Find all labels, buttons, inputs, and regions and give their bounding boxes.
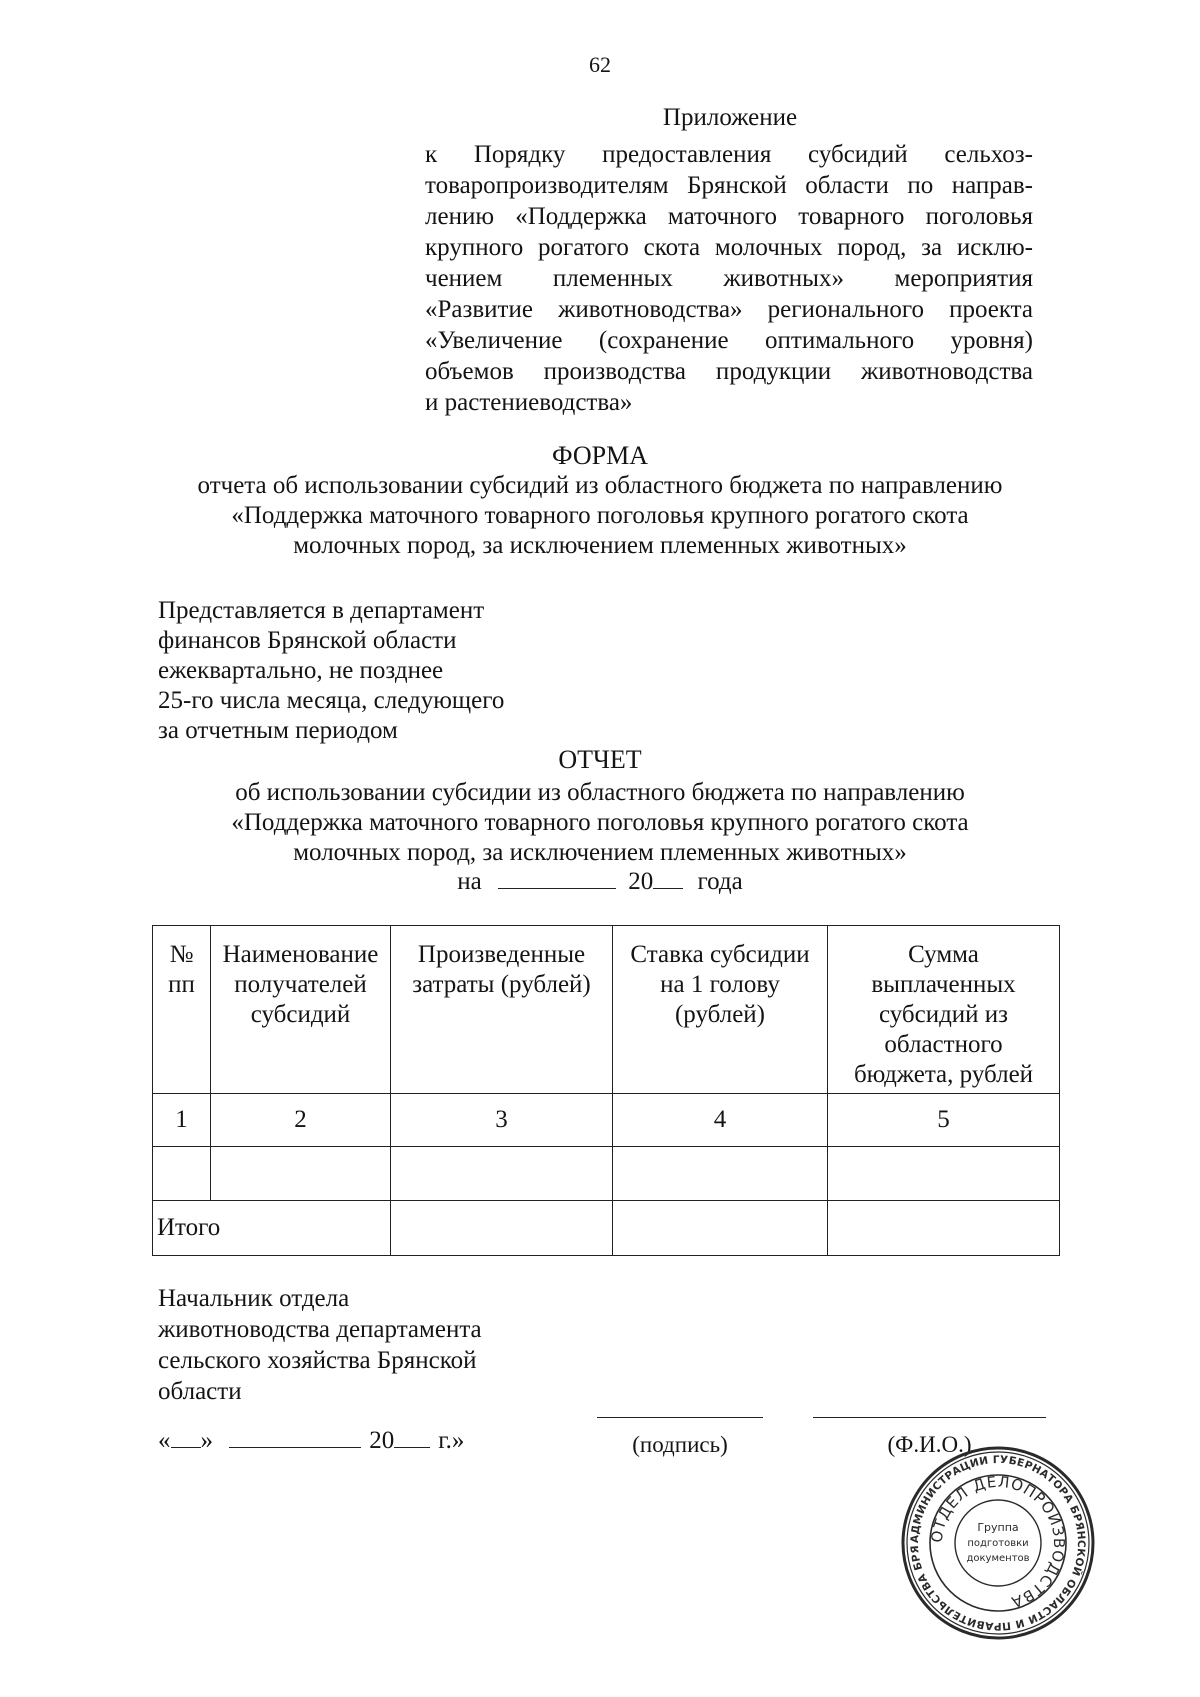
report-heading: ОТЧЕТ [558, 745, 642, 774]
report-description-line: «Поддержка маточного товарного поголовья крупного рогатого скота [231, 809, 969, 836]
column-number-cell: 4 [613, 1094, 828, 1147]
signatory-position [158, 1283, 678, 1407]
stamp-center-line: подготовки [967, 1538, 1029, 1549]
submission-note [158, 596, 678, 746]
empty-cell[interactable] [613, 1147, 828, 1201]
appendix-line: объемов производства продукции животноводства [425, 358, 1033, 385]
column-number-row [153, 1094, 1060, 1147]
date-suffix: года [697, 868, 743, 895]
empty-cell[interactable] [153, 1147, 211, 1201]
date-close-quote: » [200, 1427, 213, 1454]
date-open-quote: « [158, 1427, 171, 1454]
column-number-cell: 2 [211, 1094, 391, 1147]
signature-caption: (подпись) [632, 1432, 728, 1457]
stamp-inner-text: ОТДЕЛ ДЕЛОПРОИЗВОДСТВА [927, 1472, 1069, 1612]
empty-cell[interactable] [391, 1147, 613, 1201]
table-header-row [153, 926, 1060, 1094]
submission-note-line: Представляется в департамент [158, 597, 485, 624]
total-label: Итого [153, 1201, 391, 1256]
signatory-line: животноводства департамента [158, 1316, 482, 1343]
header-cell-recipient: Наименование получателей субсидий [211, 926, 391, 1094]
form-description-line: «Поддержка маточного товарного поголовья крупного рогатого скота [231, 502, 969, 529]
stamp-center-line: Группа [977, 1521, 1019, 1534]
table-row [153, 1147, 1060, 1201]
signatory-line: сельского хозяйства Брянской [158, 1347, 477, 1374]
name-caption: (Ф.И.О.) [887, 1432, 972, 1457]
date-period-blank[interactable] [498, 888, 616, 889]
appendix-line: и растениеводства» [425, 389, 633, 416]
submission-note-line: 25-го числа месяца, следующего [158, 687, 505, 714]
total-cell[interactable] [828, 1201, 1060, 1256]
appendix-line: товаропроизводителям Брянской области по направ- [425, 172, 1033, 199]
form-description-line: отчета об использовании субсидий из областного бюджета по направлению [197, 472, 1003, 499]
report-description [60, 778, 1140, 868]
report-description-line: об использовании субсидии из областного бюджета по направлению [235, 779, 965, 806]
year-blank[interactable] [394, 1447, 430, 1448]
header-cell-number: № пп [153, 926, 211, 1094]
appendix-line: чением племенных животных» мероприятия [425, 265, 1033, 292]
appendix-line: «Развитие животноводства» регионального проекта [425, 296, 1033, 323]
form-heading: ФОРМА [552, 441, 648, 470]
stamp-center-line: документов [966, 1553, 1030, 1564]
submission-note-line: за отчетным периодом [158, 717, 398, 744]
total-row [153, 1201, 1060, 1256]
date-year-blank[interactable] [653, 888, 683, 889]
appendix-line: «Увеличение (сохранение оптимального уровня) [425, 327, 1033, 354]
total-cell[interactable] [391, 1201, 613, 1256]
day-blank[interactable] [171, 1447, 201, 1448]
signature-date [158, 1427, 578, 1455]
header-cell-rate: Ставка субсидии на 1 голову (рублей) [613, 926, 828, 1094]
appendix-line: лению «Поддержка маточного товарного поголовья [425, 203, 1033, 230]
form-description-line: молочных пород, за исключением племенных животных» [293, 532, 907, 559]
date-suffix: г.» [438, 1427, 465, 1454]
total-cell[interactable] [613, 1201, 828, 1256]
official-stamp [900, 1445, 1096, 1641]
signatory-line: Начальник отдела [158, 1285, 350, 1312]
stamp-ring-text: АДМИНИСТРАЦИИ ГУБЕРНАТОРА БРЯНСКОЙ ОБЛАСТИ И ПРАВИТЕЛЬСТВА БРЯ [908, 1453, 1088, 1633]
header-cell-costs: Произведенные затраты (рублей) [391, 926, 613, 1094]
signatory-line: области [158, 1378, 242, 1405]
appendix-line: к Порядку предоставления субсидий сельхоз- [425, 141, 1033, 168]
form-description [60, 471, 1140, 561]
column-number-cell: 1 [153, 1094, 211, 1147]
column-number-cell: 5 [828, 1094, 1060, 1147]
stamp-graphic [900, 1445, 1096, 1641]
report-table [152, 925, 1060, 1256]
submission-note-line: финансов Брянской области [158, 627, 457, 654]
report-date-line [0, 868, 1200, 896]
appendix-title: Приложение [662, 104, 798, 131]
date-prefix: на [457, 868, 482, 895]
date-year: 20 [628, 868, 654, 895]
date-year: 20 [369, 1427, 395, 1454]
header-cell-amount: Сумма выплаченных субсидий из областного бюджета, рублей [828, 926, 1060, 1094]
signature-line[interactable] [597, 1417, 763, 1418]
column-number-cell: 3 [391, 1094, 613, 1147]
name-line[interactable] [813, 1417, 1046, 1418]
empty-cell[interactable] [828, 1147, 1060, 1201]
submission-note-line: ежеквартально, не позднее [158, 657, 444, 684]
empty-cell[interactable] [211, 1147, 391, 1201]
appendix-line: крупного рогатого скота молочных пород, за исклю- [425, 234, 1033, 261]
report-description-line: молочных пород, за исключением племенных животных» [293, 839, 907, 866]
month-blank[interactable] [229, 1447, 361, 1448]
page-number: 62 [589, 52, 611, 77]
